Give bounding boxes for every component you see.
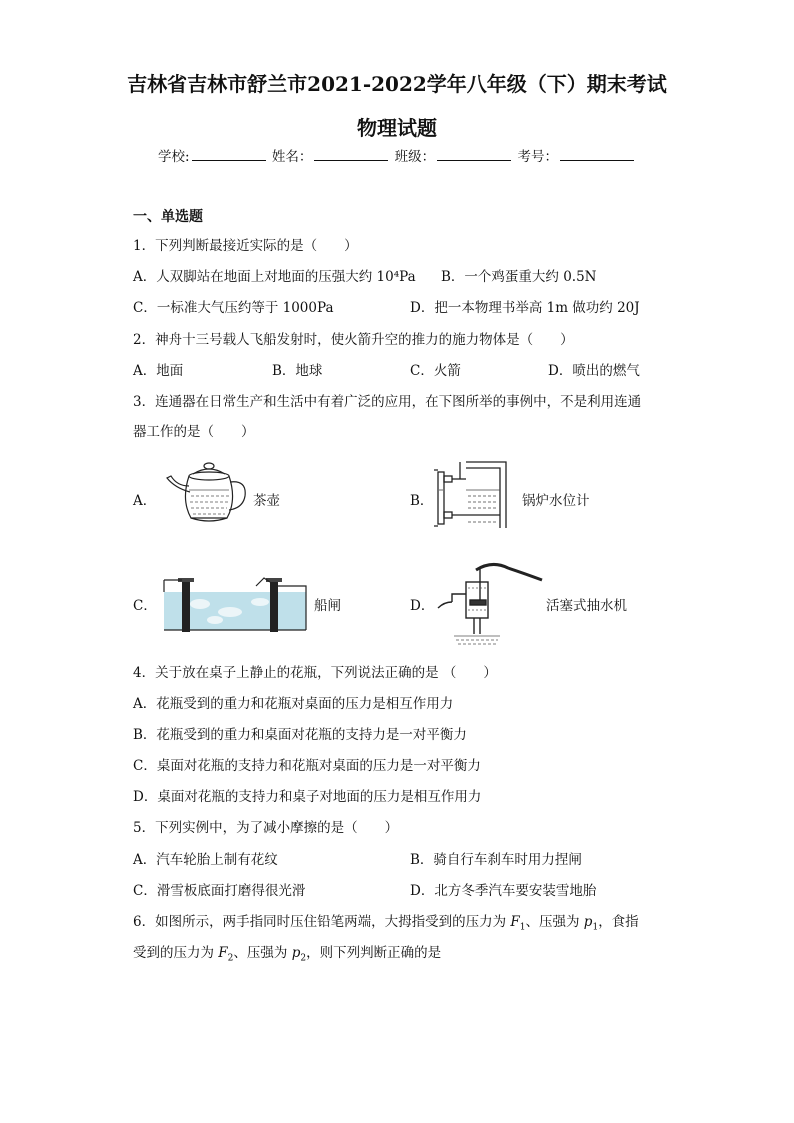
q4-option-b: B．花瓶受到的重力和桌面对花瓶的支持力是一对平衡力 — [133, 727, 467, 743]
q4-option-c: C．桌面对花瓶的支持力和花瓶对桌面的压力是一对平衡力 — [133, 758, 481, 774]
field-school-label: 学校: — [158, 149, 190, 165]
q6-stem-line1: 6．如图所示，两手指同时压住铅笔两端，大拇指受到的压力为 $F_1$、压强为 $p_1$，食指 — [133, 914, 639, 933]
q1-stem: 1．下列判断最接近实际的是（ ） — [133, 238, 358, 254]
field-examno-label: 考号： — [517, 149, 558, 165]
q4-option-a: A．花瓶受到的重力和花瓶对桌面的压力是相互作用力 — [133, 696, 454, 712]
q1-option-a: A．人双脚站在地面上对地面的压强大约 10⁴Pa — [133, 269, 416, 285]
section-title: 一、单选题 — [133, 209, 203, 225]
q3-stem-line2: 器工作的是（ ） — [133, 424, 255, 440]
q5-stem: 5．下列实例中，为了减小摩擦的是（ ） — [133, 820, 399, 836]
q5-option-c: C．滑雪板底面打磨得很光滑 — [133, 883, 306, 899]
teapot-figure — [163, 460, 251, 528]
q3-option-b-label: 锅炉水位计 — [522, 493, 590, 509]
q3-option-d-label: 活塞式抽水机 — [546, 598, 627, 614]
q3-option-b-letter: B． — [410, 493, 434, 509]
q5-option-d: D．北方冬季汽车要安装雪地胎 — [410, 883, 597, 899]
q2-option-c: C．火箭 — [410, 363, 461, 379]
q3-option-a-letter: A． — [133, 493, 157, 509]
field-school-blank[interactable] — [192, 148, 266, 161]
q3-stem-line1: 3．连通器在日常生产和生活中有着广泛的应用，在下图所举的事例中，不是利用连通 — [133, 394, 642, 410]
field-name-blank[interactable] — [314, 148, 388, 161]
q5-option-b: B．骑自行车刹车时用力捏闸 — [410, 852, 582, 868]
q2-option-b: B．地球 — [272, 363, 323, 379]
q1-option-d: D．把一本物理书举高 1m 做功约 20J — [410, 300, 640, 316]
piston-pump-figure — [430, 558, 546, 648]
q2-stem: 2．神舟十三号载人飞船发射时，使火箭升空的推力的施力物体是（ ） — [133, 332, 574, 348]
boiler-gauge-figure — [430, 458, 512, 530]
q4-option-d: D．桌面对花瓶的支持力和桌子对地面的压力是相互作用力 — [133, 789, 482, 805]
exam-title-line2: 物理试题 — [357, 116, 437, 140]
q1-option-c: C．一标准大气压约等于 1000Pa — [133, 300, 334, 316]
q6-stem-line2: 受到的压力为 $F_2$、压强为 $p_2$，则下列判断正确的是 — [133, 945, 442, 964]
q2-option-a: A．地面 — [133, 363, 184, 379]
field-examno-blank[interactable] — [560, 148, 634, 161]
field-class-label: 班级： — [394, 149, 436, 165]
q2-option-d: D．喷出的燃气 — [548, 363, 640, 379]
student-info-fields — [0, 145, 794, 165]
q3-option-c-label: 船闸 — [314, 598, 341, 614]
ship-lock-figure — [160, 572, 310, 636]
q5-option-a: A．汽车轮胎上制有花纹 — [133, 852, 278, 868]
field-class-blank[interactable] — [437, 148, 511, 161]
q4-stem: 4．关于放在桌子上静止的花瓶，下列说法正确的是 （ ） — [133, 665, 497, 681]
q1-option-b: B．一个鸡蛋重大约 0.5N — [441, 269, 597, 285]
field-name-label: 姓名： — [271, 149, 313, 165]
q3-option-c-letter: C． — [133, 598, 157, 614]
q3-option-a-label: 茶壶 — [253, 493, 280, 509]
exam-title-line1: 吉林省吉林市舒兰市2021-2022学年八年级（下）期末考试 — [127, 72, 667, 96]
q3-option-d-letter: D． — [410, 598, 435, 614]
